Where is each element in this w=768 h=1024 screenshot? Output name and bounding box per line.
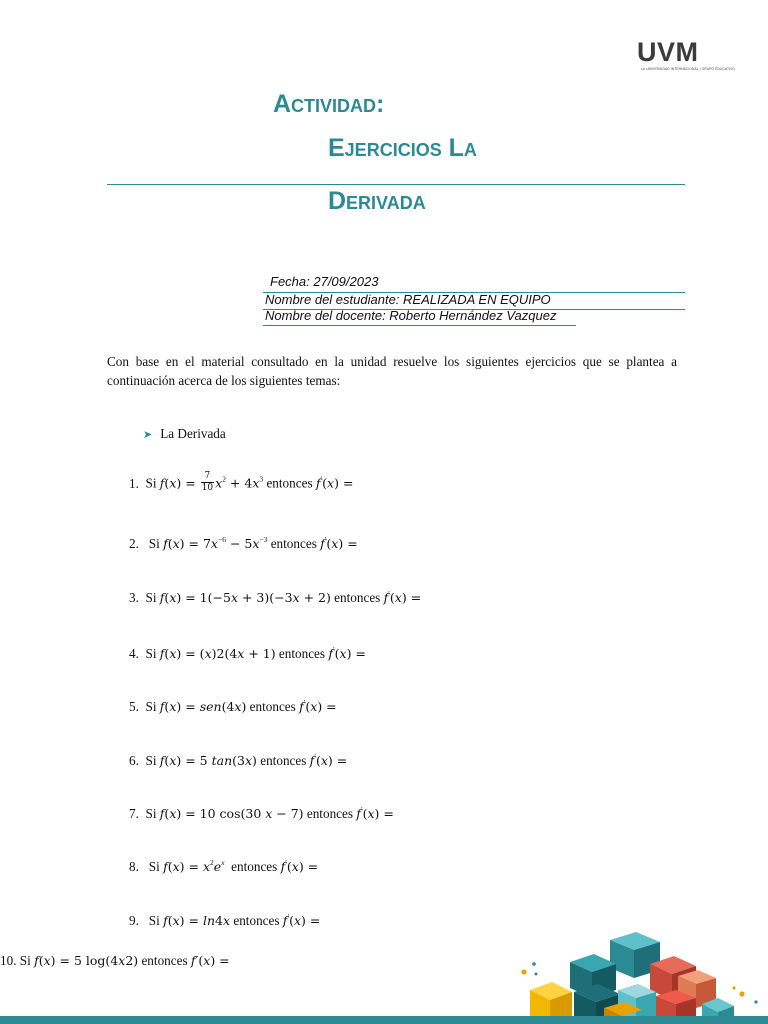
title-line-1: Actividad:	[273, 90, 385, 118]
exercise-4: 4. Si f(x) = (x)2(4x + 1) entonces f′(x) =	[129, 645, 366, 661]
title-divider	[107, 184, 685, 185]
exercise-3: 3. Si f(x) = 1(−5x + 3)(−3x + 2) entonces f′(x) =	[129, 589, 422, 605]
topic-label: La Derivada	[160, 426, 226, 441]
teacher-field: Nombre del docente: Roberto Hernández Vazquez	[265, 308, 557, 323]
exercise-2: 2. Si $f(x) = 7x^{-6} - 5x^{-3}$ entonces f′(x) =	[129, 535, 358, 551]
topic-bullet	[143, 426, 226, 442]
logo-tagline: LA UNIVERSIDAD INTERNACIONAL | GRUPO EDUCATIVO	[641, 67, 736, 71]
arrow-bullet-icon: ➤	[143, 429, 153, 441]
field-divider	[263, 325, 576, 326]
exercise-8: 8. Si $f(x) = x^2e^x$ entonces f′(x) =	[129, 858, 319, 874]
intro-paragraph: Con base en el material consultado en la unidad resuelve los siguientes ejercicios que se plantea a continuación acerca de los siguientes temas:	[107, 354, 677, 388]
exercise-9: 9. Si f(x) = ln4x entonces f′(x) =	[129, 912, 321, 928]
exercise-5: 5. Si f(x) = sen(4x) entonces f′(x) =	[129, 698, 337, 714]
title-line-2: Ejercicios La	[328, 134, 477, 162]
footer-bar	[0, 1016, 768, 1024]
exercise-1: 1. Si f(x) = $\frac{7}{10}$ $x^2 + 4x^3$ entonces f′(x) =	[129, 471, 354, 493]
exercise-10: 10. Si f(x) = 5 log(4x2) entonces f′(x) =	[0, 953, 230, 968]
logo-word: UVM	[637, 37, 699, 67]
uvm-logo	[637, 37, 736, 74]
student-field: Nombre del estudiante: REALIZADA EN EQUIPO	[265, 292, 551, 307]
exercise-6: 6. Si f(x) = 5 tan(3x) entonces f′(x) =	[129, 752, 348, 768]
date-field: Fecha: 27/09/2023	[270, 274, 379, 289]
decorative-cubes-graphic	[510, 928, 768, 1024]
title-line-3: Derivada	[328, 187, 426, 215]
exercise-7: 7. Si f(x) = 10 cos(30 x − 7) entonces f′(x) =	[129, 805, 394, 821]
